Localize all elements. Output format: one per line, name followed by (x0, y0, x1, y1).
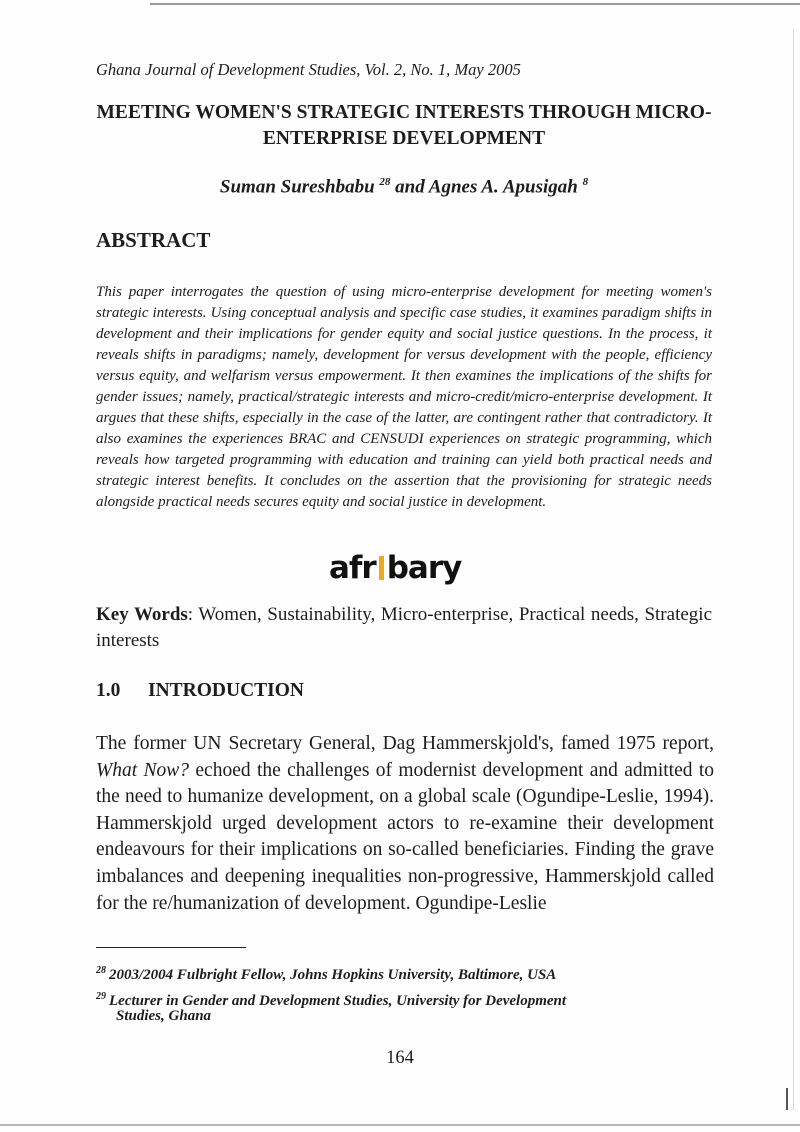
author-1-note: 28 (379, 176, 391, 188)
scan-edge-tick (786, 1088, 788, 1110)
footnote-mark: 29 (96, 991, 106, 1002)
footnote-mark: 28 (96, 965, 106, 976)
introduction-paragraph (96, 731, 714, 917)
section-title: INTRODUCTION (148, 680, 305, 701)
keywords-text: : Women, Sustainability, Micro-enterprise, Practical needs, Strategic interests (96, 604, 712, 651)
author-1: Suman Sureshbabu (219, 176, 375, 198)
footnote-rule (96, 947, 246, 948)
report-title: What Now? (96, 759, 190, 781)
intro-text-end: echoed the challenges of modernist development and admitted to the need to humanize development, on a global scale (Ogundipe-Leslie, 1994). Hammerskjold urged development actors to re-examine their development endeavours for their implications on so-called beneficiaries. Finding the grave imbalances and deepening inequalities non-progressive, Hammerskjold called for the re/humanization of development. Ogundipe-Leslie (96, 759, 714, 914)
watermark-right: bary (386, 550, 462, 586)
author-2-note: 8 (582, 176, 589, 188)
footnote-text: 2003/2004 Fulbright Fellow, Johns Hopkins University, Baltimore, USA (109, 967, 557, 983)
keywords (96, 602, 712, 654)
footnote-text: Lecturer in Gender and Development Studies, University for Development (109, 993, 567, 1009)
page-number: 164 (386, 1048, 414, 1068)
abstract-text: This paper interrogates the question of using micro-enterprise development for meeting women's strategic interests. Using conceptual analysis and specific case studies, it examines paradigm shifts in development and their implications for gender equity and social justice questions. In the process, it reveals shifts in paradigms; namely, development for versus development with the people, efficiency versus equity, and welfarism versus empowerment. It then examines the implications of the shifts for gender issues; namely, practical/strategic interests and micro-credit/micro-enterprise development. It argues that these shifts, especially in the case of the latter, are contingent rather that contradictory. It also examines the experiences BRAC and CENSUDI experiences on strategic programming, which reveals how targeted programming with education and training can yield both practical needs and strategic interest benefits. It concludes on the assertion that the provisioning for strategic needs alongside practical needs secures equity and social justice in development. (96, 284, 712, 510)
scan-edge-right (793, 30, 794, 1110)
footnote-29-continuation: Studies, Ghana (116, 1008, 212, 1024)
abstract-heading: ABSTRACT (96, 228, 211, 252)
watermark-left: afr (329, 550, 376, 586)
afribary-watermark (325, 548, 465, 588)
author-2: Agnes A. Apusigah (428, 176, 578, 198)
intro-text-start: The former UN Secretary General, Dag Hammerskjold's, famed 1975 report, (96, 733, 714, 754)
section-number: 1.0 (96, 680, 121, 701)
scan-edge-top (150, 3, 800, 5)
journal-header: Ghana Journal of Development Studies, Vol. 2, No. 1, May 2005 (96, 60, 521, 79)
scan-edge-bottom (0, 1124, 800, 1126)
footnote-28 (96, 960, 556, 986)
author-conjunction: and (395, 176, 425, 198)
section-heading (96, 680, 304, 702)
author-line (96, 176, 712, 198)
keywords-label: Key Words (96, 604, 188, 625)
article-title: MEETING WOMEN'S STRATEGIC INTERESTS THROUGH MICRO-ENTERPRISE DEVELOPMENT (96, 102, 712, 149)
watermark-bar (379, 556, 384, 580)
